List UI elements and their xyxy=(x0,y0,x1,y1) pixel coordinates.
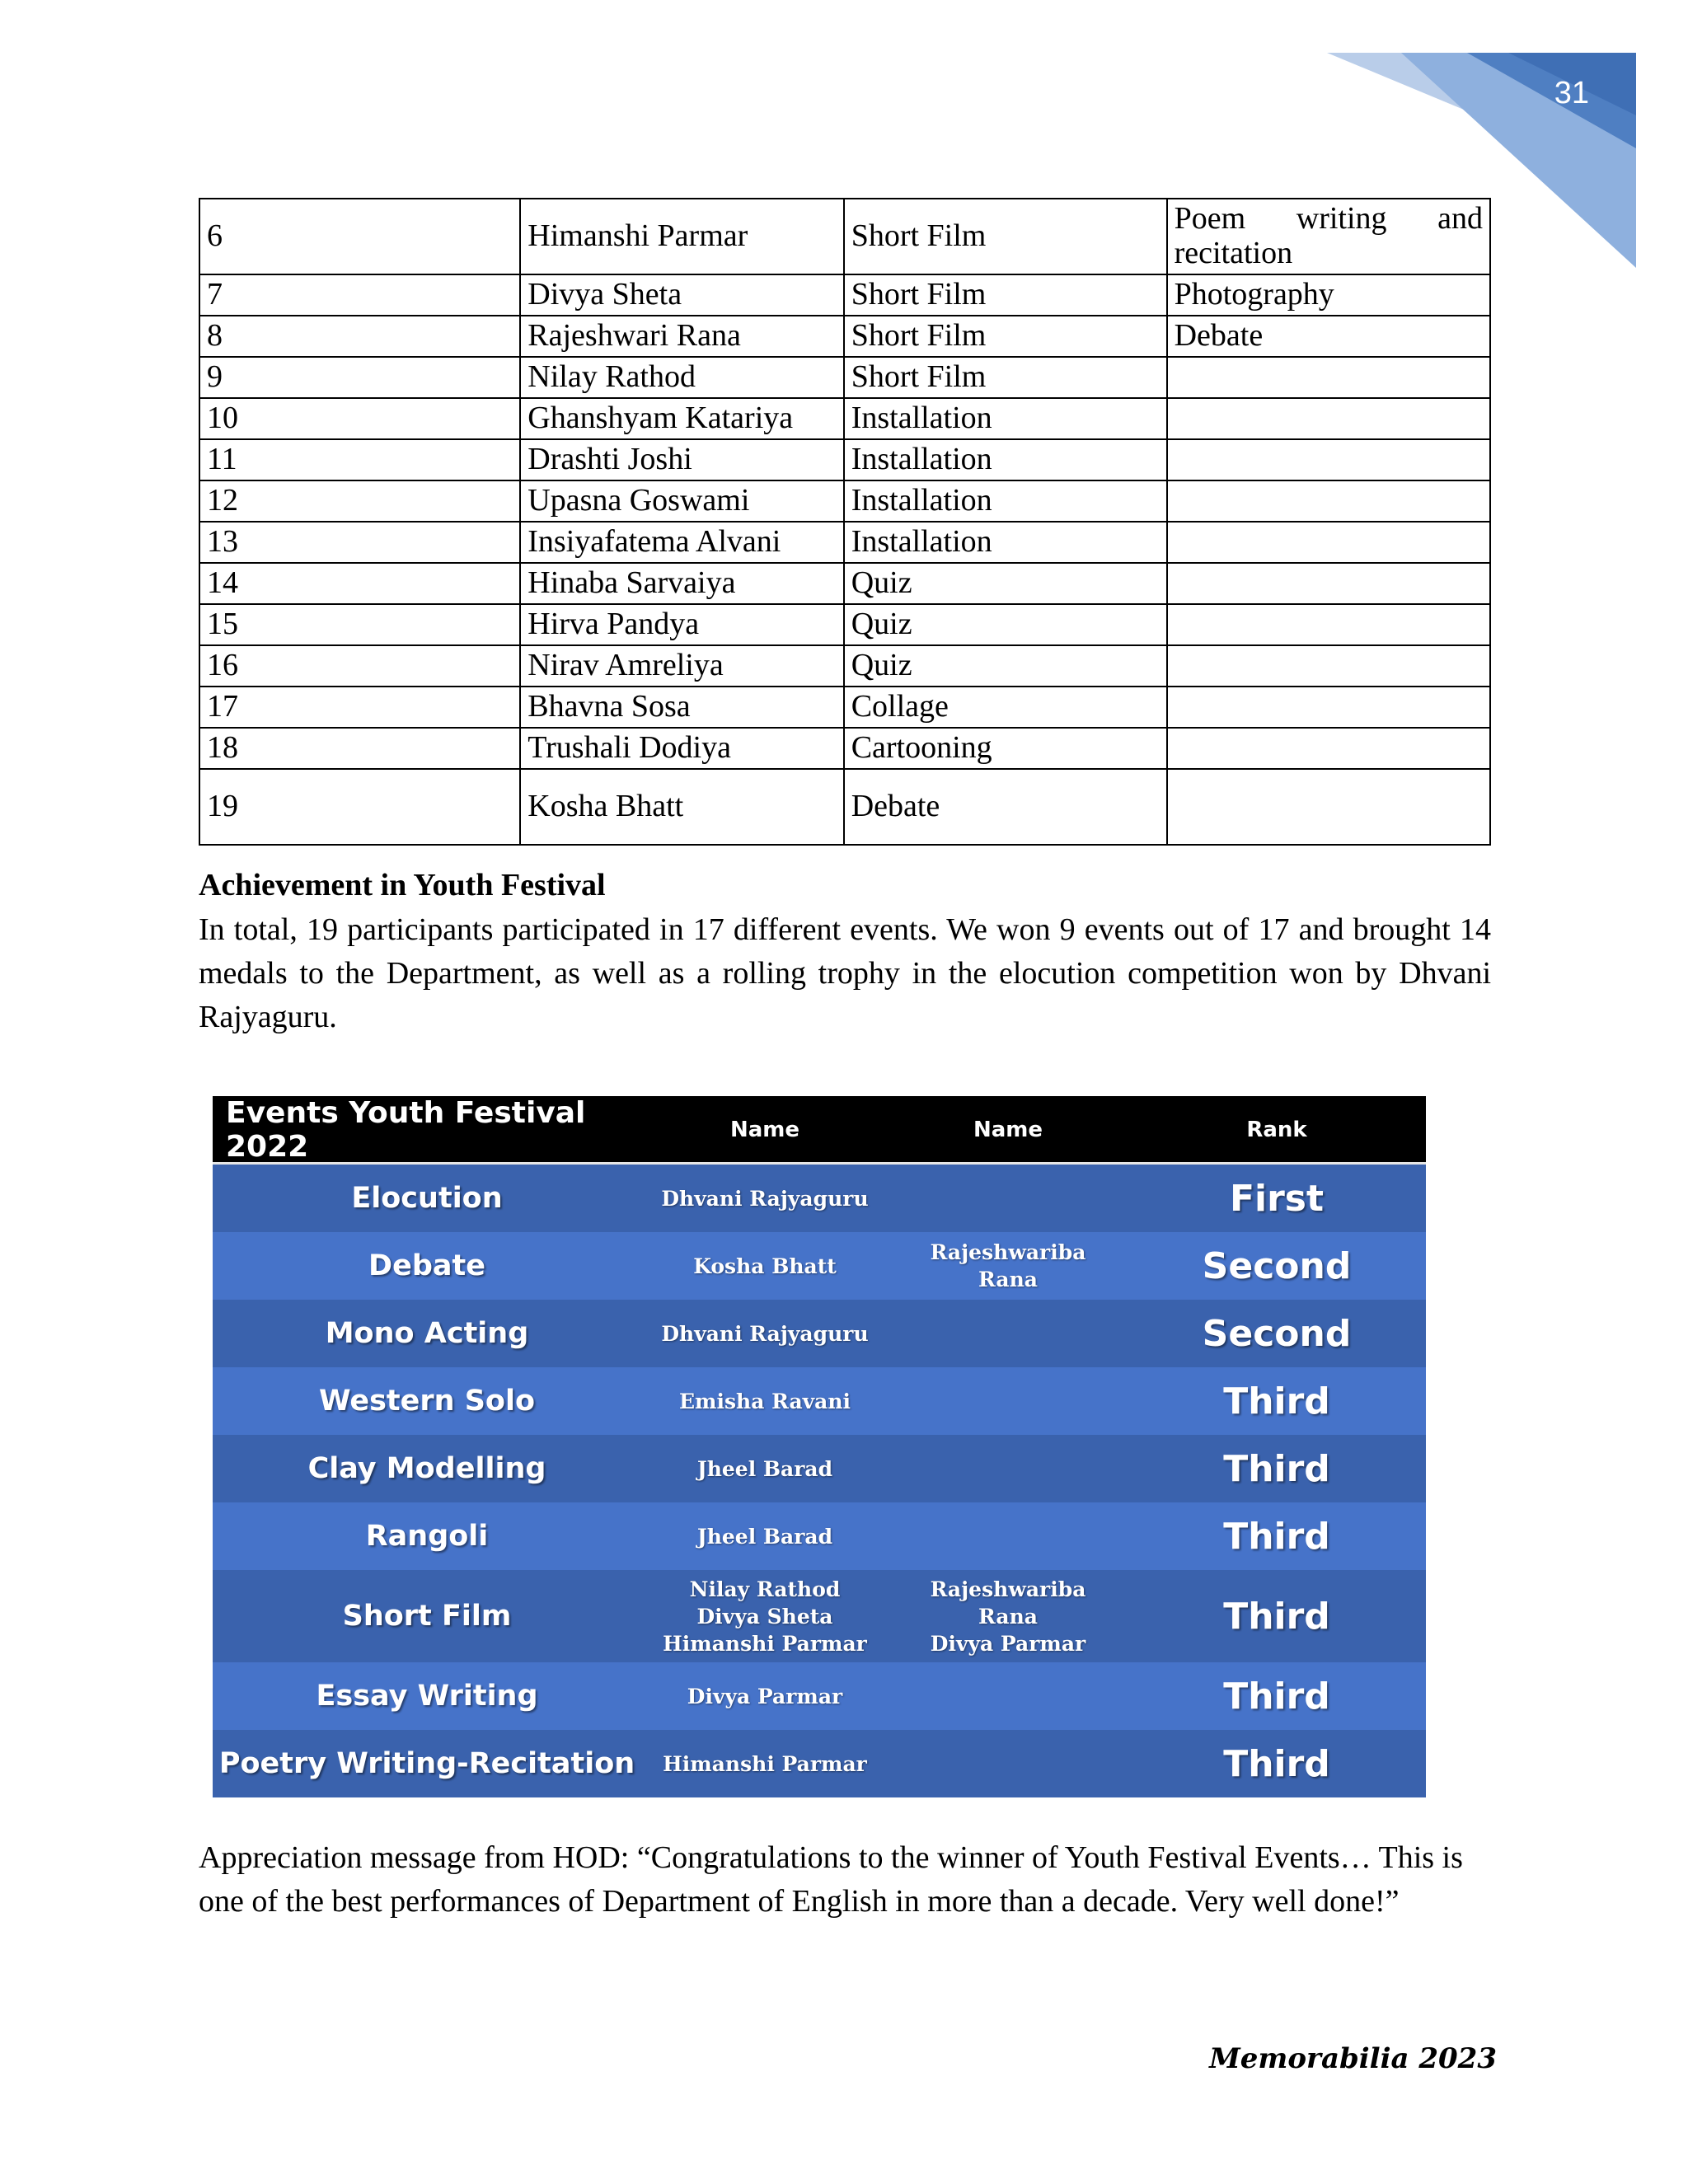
table-row xyxy=(199,316,1490,357)
participant-name: Emisha Ravani xyxy=(678,1389,851,1413)
cell-name: Divya Sheta xyxy=(520,274,843,316)
event-name: Western Solo xyxy=(318,1385,536,1418)
cell-no: 7 xyxy=(199,274,520,316)
table-row xyxy=(199,480,1490,522)
participant-name: Kosha Bhatt xyxy=(693,1254,837,1278)
cell-no: 14 xyxy=(199,563,520,604)
event-name: Rangoli xyxy=(365,1520,489,1553)
cell-name: Himanshi Parmar xyxy=(520,199,843,274)
cell-name: Drashti Joshi xyxy=(520,439,843,480)
cell-no: 10 xyxy=(199,398,520,439)
participant-name: Jheel Barad xyxy=(696,1524,833,1549)
participant-name: Dhvani Rajyaguru xyxy=(661,1321,869,1346)
appreciation-message: Appreciation message from HOD: “Congratulations to the winner of Youth Festival Events… This is one of the best performances of Department of English in more than a decade. Very well done!” xyxy=(199,1840,1463,1919)
cell-event: Collage xyxy=(844,687,1167,728)
cell-no: 8 xyxy=(199,316,520,357)
rank: Third xyxy=(1223,1675,1330,1718)
cell-event: Short Film xyxy=(844,274,1167,316)
cell-no: 11 xyxy=(199,439,520,480)
rank: Third xyxy=(1223,1515,1330,1558)
events-table xyxy=(213,1096,1426,1797)
rank: Third xyxy=(1223,1742,1330,1785)
cell-extra xyxy=(1167,604,1490,645)
cell-extra: Photography xyxy=(1167,274,1490,316)
participant-name: Nilay Rathod Divya Sheta Himanshi Parmar xyxy=(663,1577,867,1656)
cell-event: Short Film xyxy=(844,199,1167,274)
table-row xyxy=(199,522,1490,563)
rank: Second xyxy=(1202,1312,1352,1355)
table-row xyxy=(199,274,1490,316)
cell-extra xyxy=(1167,398,1490,439)
cell-name: Trushali Dodiya xyxy=(520,728,843,769)
event-name: Debate xyxy=(368,1249,485,1282)
cell-extra xyxy=(1167,645,1490,687)
cell-event: Quiz xyxy=(844,563,1167,604)
cell-name: Ghanshyam Katariya xyxy=(520,398,843,439)
participant-name: Divya Parmar xyxy=(687,1684,843,1708)
cell-event: Cartooning xyxy=(844,728,1167,769)
participant-name: Jheel Barad xyxy=(696,1456,833,1481)
cell-name: Upasna Goswami xyxy=(520,480,843,522)
column-header-name-2: Name xyxy=(973,1118,1043,1142)
table-row xyxy=(199,398,1490,439)
cell-name: Bhavna Sosa xyxy=(520,687,843,728)
events-table-title: Events Youth Festival 2022 xyxy=(226,1096,586,1164)
cell-event: Installation xyxy=(844,398,1167,439)
cell-no: 13 xyxy=(199,522,520,563)
cell-extra xyxy=(1167,522,1490,563)
cell-extra xyxy=(1167,439,1490,480)
page-number: 31 xyxy=(1554,76,1589,110)
rank: Second xyxy=(1202,1244,1352,1287)
table-row xyxy=(199,357,1490,398)
event-name: Elocution xyxy=(351,1182,503,1215)
event-name: Poetry Writing-Recitation xyxy=(218,1747,635,1780)
cell-extra: Debate xyxy=(1167,316,1490,357)
cell-no: 17 xyxy=(199,687,520,728)
rank: Third xyxy=(1223,1595,1330,1638)
event-row xyxy=(213,1300,1426,1367)
rank: First xyxy=(1229,1177,1325,1220)
cell-no: 9 xyxy=(199,357,520,398)
table-row xyxy=(199,604,1490,645)
cell-no: 15 xyxy=(199,604,520,645)
cell-event: Quiz xyxy=(844,604,1167,645)
table-row xyxy=(199,439,1490,480)
event-name: Clay Modelling xyxy=(307,1452,546,1485)
event-row xyxy=(213,1502,1426,1570)
cell-extra xyxy=(1167,769,1490,845)
achievement-paragraph: In total, 19 participants participated in 17 different events. We won 9 events out of 17 and brought 14 medals to the Department, as well as a rolling trophy in the elocution competition won by Dhvani Rajyaguru. xyxy=(199,912,1491,1034)
event-row xyxy=(213,1435,1426,1502)
table-row xyxy=(199,199,1490,274)
cell-extra xyxy=(1167,728,1490,769)
cell-no: 16 xyxy=(199,645,520,687)
cell-extra xyxy=(1167,357,1490,398)
table-row xyxy=(199,687,1490,728)
event-name: Essay Writing xyxy=(316,1680,538,1713)
cell-name: Hinaba Sarvaiya xyxy=(520,563,843,604)
cell-name: Kosha Bhatt xyxy=(520,769,843,845)
cell-event: Short Film xyxy=(844,357,1167,398)
cell-name: Hirva Pandya xyxy=(520,604,843,645)
event-row xyxy=(213,1367,1426,1435)
participants-table xyxy=(199,198,1491,846)
participant-name-2: Rajeshwariba Rana Divya Parmar xyxy=(930,1577,1086,1656)
cell-name: Nirav Amreliya xyxy=(520,645,843,687)
cell-event: Quiz xyxy=(844,645,1167,687)
cell-event: Installation xyxy=(844,522,1167,563)
cell-no: 6 xyxy=(199,199,520,274)
events-table-header xyxy=(213,1096,1426,1165)
participant-name: Himanshi Parmar xyxy=(663,1751,867,1776)
cell-no: 19 xyxy=(199,769,520,845)
column-header-rank: Rank xyxy=(1246,1118,1307,1142)
cell-no: 18 xyxy=(199,728,520,769)
participant-name-2: Rajeshwariba Rana xyxy=(930,1240,1086,1291)
column-header-name: Name xyxy=(729,1118,800,1142)
footer-title: Memorabilia 2023 xyxy=(1209,2042,1497,2075)
cell-extra: Poem writing and recitation xyxy=(1167,199,1490,274)
cell-extra xyxy=(1167,687,1490,728)
event-row xyxy=(213,1232,1426,1300)
event-name: Short Film xyxy=(342,1600,512,1633)
table-row xyxy=(199,769,1490,845)
cell-name: Insiyafatema Alvani xyxy=(520,522,843,563)
cell-name: Rajeshwari Rana xyxy=(520,316,843,357)
rank: Third xyxy=(1223,1380,1330,1422)
table-row xyxy=(199,563,1490,604)
cell-extra xyxy=(1167,480,1490,522)
table-row xyxy=(199,728,1490,769)
cell-extra xyxy=(1167,563,1490,604)
achievement-heading: Achievement in Youth Festival xyxy=(199,868,606,902)
cell-no: 12 xyxy=(199,480,520,522)
event-row xyxy=(213,1730,1426,1797)
rank: Third xyxy=(1223,1447,1330,1490)
event-row xyxy=(213,1570,1426,1662)
cell-name: Nilay Rathod xyxy=(520,357,843,398)
event-row xyxy=(213,1662,1426,1730)
table-row xyxy=(199,645,1490,687)
cell-event: Debate xyxy=(844,769,1167,845)
participant-name: Dhvani Rajyaguru xyxy=(661,1186,869,1211)
cell-event: Short Film xyxy=(844,316,1167,357)
cell-event: Installation xyxy=(844,439,1167,480)
event-name: Mono Acting xyxy=(325,1317,529,1350)
cell-event: Installation xyxy=(844,480,1167,522)
event-row xyxy=(213,1165,1426,1232)
